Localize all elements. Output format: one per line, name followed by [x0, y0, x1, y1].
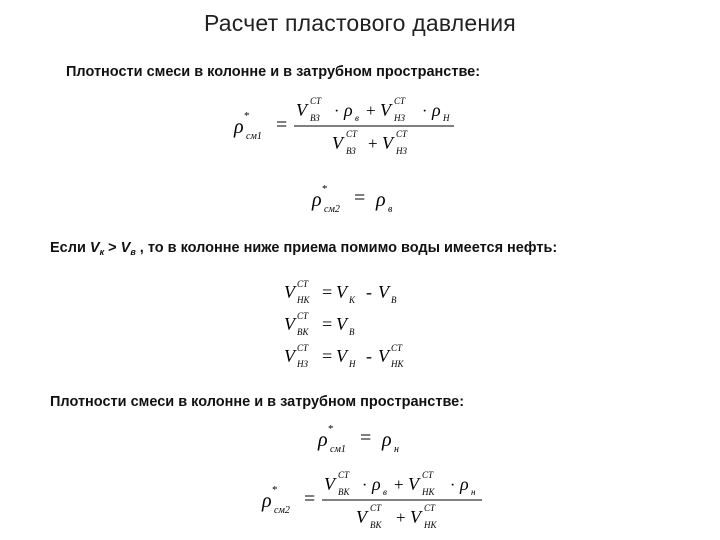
rho-symbol: ρ	[344, 100, 353, 120]
equals-sign: =	[360, 427, 372, 449]
star-superscript: *	[244, 110, 250, 122]
formula-rho-sm1-section1	[228, 92, 478, 162]
subscript-B: В	[349, 327, 355, 337]
subscript-v: в	[355, 113, 359, 123]
subscript-ST: СТ	[297, 279, 309, 289]
plus-sign: +	[368, 134, 378, 153]
equals-sign: =	[322, 346, 333, 366]
subscript-NZ: НЗ	[396, 146, 407, 156]
rho-symbol: ρ	[382, 429, 392, 451]
subscript-v: в	[383, 487, 387, 497]
V-symbol: V	[336, 314, 347, 334]
subscript-K: К	[349, 295, 355, 305]
subscript-VK: ВК	[370, 520, 382, 530]
V-symbol: V	[324, 474, 335, 494]
subscript-H: Н	[349, 359, 356, 369]
rho-symbol: ρ	[372, 474, 381, 494]
subscript-ST: СТ	[346, 129, 358, 139]
star-superscript: *	[272, 484, 278, 496]
subscript-sm1: см1	[330, 444, 346, 455]
subscript-ST: СТ	[394, 96, 406, 106]
rho-symbol: ρ	[460, 474, 469, 494]
dot-operator: ·	[422, 103, 428, 120]
V-symbol: V	[382, 133, 393, 153]
section1-heading: Плотности смеси в колонне и в затрубном пространстве:	[66, 64, 481, 80]
subscript-ST: СТ	[370, 503, 382, 513]
dot-operator: ·	[450, 477, 456, 494]
V-symbol: V	[378, 282, 389, 302]
plus-sign: +	[396, 508, 406, 527]
subscript-n: н	[394, 444, 399, 455]
equals-sign: =	[322, 314, 333, 334]
condition-gt: >	[104, 240, 121, 256]
formula-volume-equations	[282, 276, 452, 376]
V-symbol: V	[296, 100, 307, 120]
minus-sign: -	[366, 346, 372, 366]
subscript-sm2: см2	[274, 505, 290, 516]
subscript-VZ: ВЗ	[346, 146, 356, 156]
subscript-sm2: см2	[324, 204, 340, 215]
rho-symbol: ρ	[376, 189, 386, 211]
subscript-ST: СТ	[297, 311, 309, 321]
subscript-NK: НК	[422, 487, 435, 497]
V-symbol: V	[410, 507, 421, 527]
formula-rho-sm1-section2	[314, 422, 434, 462]
subscript-ST: СТ	[338, 470, 350, 480]
plus-sign: +	[394, 475, 404, 494]
subscript-VZ: ВЗ	[310, 113, 320, 123]
subscript-NZ: НЗ	[297, 359, 308, 369]
star-superscript: *	[322, 183, 328, 195]
rho-symbol: ρ	[432, 100, 441, 120]
star-superscript: *	[328, 423, 334, 435]
equals-sign: =	[354, 187, 366, 209]
rho-symbol: ρ	[318, 429, 328, 451]
condition-suffix: , то в колонне ниже приема помимо воды имеется нефть:	[135, 240, 558, 256]
V-symbol: V	[284, 314, 295, 334]
V-symbol: V	[336, 346, 347, 366]
condition-sub1: к	[99, 247, 105, 257]
rho-symbol: ρ	[312, 189, 322, 211]
equals-sign: =	[304, 488, 316, 510]
section2-heading: Плотности смеси в колонне и в затрубном пространстве:	[50, 394, 465, 410]
condition-var1: V	[89, 240, 100, 256]
subscript-ST: СТ	[396, 129, 408, 139]
subscript-ST: СТ	[422, 470, 434, 480]
dot-operator: ·	[334, 103, 340, 120]
condition-sub2: в	[130, 247, 136, 257]
subscript-VK: ВК	[338, 487, 350, 497]
equals-sign: =	[276, 114, 288, 136]
subscript-NK: НК	[297, 295, 310, 305]
subscript-NK: НК	[424, 520, 437, 530]
rho-symbol: ρ	[262, 490, 272, 512]
V-symbol: V	[332, 133, 343, 153]
formula-rho-sm2-section1	[308, 182, 428, 222]
condition-heading	[50, 240, 557, 257]
subscript-ST: СТ	[391, 343, 403, 353]
plus-sign: +	[366, 101, 376, 120]
subscript-NK: НК	[391, 359, 404, 369]
V-symbol: V	[356, 507, 367, 527]
page-title: Расчет пластового давления	[204, 10, 516, 36]
V-symbol: V	[380, 100, 391, 120]
minus-sign: -	[366, 282, 372, 302]
V-symbol: V	[378, 346, 389, 366]
dot-operator: ·	[362, 477, 368, 494]
subscript-ST: СТ	[297, 343, 309, 353]
equals-sign: =	[322, 282, 333, 302]
V-symbol: V	[336, 282, 347, 302]
subscript-ST: СТ	[424, 503, 436, 513]
rho-symbol: ρ	[234, 116, 244, 138]
formula-rho-sm2-section2	[256, 466, 506, 536]
condition-prefix: Если	[50, 240, 90, 256]
subscript-NZ: НЗ	[394, 113, 405, 123]
condition-var2: V	[120, 240, 131, 256]
V-symbol: V	[284, 282, 295, 302]
V-symbol: V	[284, 346, 295, 366]
subscript-ST: СТ	[310, 96, 322, 106]
subscript-B: В	[391, 295, 397, 305]
subscript-sm1: см1	[246, 131, 262, 142]
subscript-VK: ВК	[297, 327, 309, 337]
subscript-v: в	[388, 204, 393, 215]
V-symbol: V	[408, 474, 419, 494]
subscript-n: н	[471, 487, 476, 497]
subscript-N: Н	[443, 113, 450, 123]
